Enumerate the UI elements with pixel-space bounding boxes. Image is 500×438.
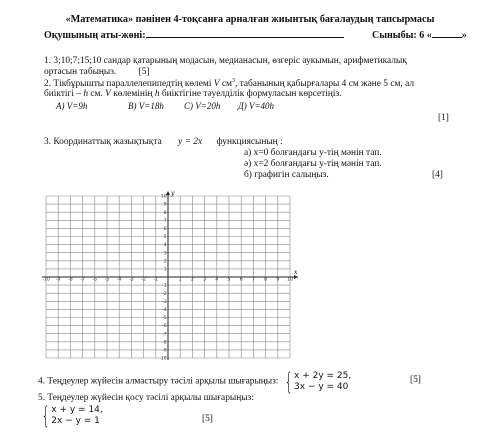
q4-eq1: x + 2y = 25, [294,371,352,381]
y-tick-label: 5 [163,235,167,241]
q1-line2 [44,67,150,78]
x-tick-label: -8 [68,277,73,283]
q3-function: y = 2x [178,137,203,147]
x-tick-label: 2 [190,277,194,283]
q2-text-c: биіктігі – [44,89,84,99]
q2-option-c[interactable]: С) V=20h [184,101,221,111]
student-name-line [44,29,344,42]
y-tick-label: 9 [163,202,167,208]
y-tick-label: 3 [163,251,167,257]
y-tick-label: -5 [162,316,167,322]
q3-intro-text: 3. Координаттық жазықтықта [44,137,162,147]
y-tick-label: -9 [162,348,167,354]
q3-part-b: ә) x=2 болғандағы y-тің мәнін тап. [244,159,382,169]
y-tick-label: -7 [162,332,167,338]
y-tick-label: 4 [163,243,167,249]
x-tick-label: -3 [129,277,134,283]
y-tick-label: 7 [163,218,167,224]
y-tick-label: 2 [163,259,167,265]
q2-text-e: көлемінің [110,89,155,99]
q2-option-d[interactable]: Д) V=40h [238,101,275,111]
q4-text: 4. Теңдеулер жүйесін алмастыру тәсілі арқылы шығарыңыз: [38,376,279,387]
class-label: Сыныбы: 6 « [372,30,432,41]
y-axis-arrow [166,191,170,195]
x-tick-label: 5 [227,277,231,283]
q2-option-b[interactable]: В) V=18h [128,101,164,111]
q2-sup: 3 [231,78,235,84]
y-tick-label: -6 [162,324,167,330]
q5-text: 5. Теңдеулер жүйесін қосу тәсілі арқылы шығарыңыз: [38,393,254,403]
q4-brace: { [284,368,293,396]
class-blank[interactable] [432,29,462,38]
q2-text-b: , табанының қабырғалары 4 см және 5 см, ал [234,79,415,90]
q2-var-h: h [83,89,89,99]
grid-axes [42,191,298,360]
q2-option-a[interactable]: А) V=9h [56,101,88,111]
q4-line [38,370,351,394]
q1-line2-text: ортасын табыңыз. [44,67,117,77]
q3-part-c: б) графигін салыңыз. [244,170,329,180]
student-name-blank[interactable] [146,29,344,38]
x-tick-label: 8 [264,277,268,283]
q5-system [38,404,103,428]
x-tick-label: 10 [287,277,293,283]
class-close: » [461,30,467,41]
x-axis-label: x [294,269,298,276]
q4-eq2: 3x − y = 40 [294,382,349,392]
student-name-label: Оқушының аты-жөні: [44,30,146,41]
q4-score: [5] [410,375,421,385]
y-tick-label: 6 [163,227,167,232]
x-tick-label: -1 [153,277,159,283]
x-tick-label: 1 [178,277,182,283]
coordinate-grid[interactable] [38,190,300,368]
y-tick-label: 8 [163,210,167,216]
x-tick-label: 3 [203,277,207,283]
x-tick-label: 9 [276,277,280,283]
x-tick-label: -6 [92,277,98,283]
q1-line1: 1. 3;10;7;15;10 сандар қатарының модасын, медианасын, өзгеріс аукымын, арифметикалық [44,56,407,66]
q3-intro-text2: функциясының : [216,137,283,147]
page-title: «Математика» пәнінен 4-тоқсанға арналған жиынтық бағалаудың тапсырмасы [65,14,435,25]
x-tick-label: -10 [42,277,50,283]
x-tick-label: -4 [116,277,122,283]
q2-text-f: биіктігіне тәуелділік формуласын көрсетіңіз. [159,89,342,99]
q2-score: [1] [438,113,449,123]
q2-var-v2: V [105,89,111,99]
q3-part-a: а) x=0 болғандағы y-тің мәнін тап. [244,148,382,158]
q2-text-d: см. [88,89,106,99]
x-tick-label: 6 [239,277,243,283]
y-tick-label: 1 [163,267,167,273]
q3-score: [4] [432,170,443,180]
q5-eq1: x + y = 14, [51,405,103,415]
q5-brace: { [41,402,50,430]
q5-eq2: 2x − y = 1 [51,416,100,426]
x-tick-label: 7 [251,277,255,283]
y-tick-label: -4 [162,308,167,313]
y-tick-label: -3 [162,299,167,305]
q2-unit: см [219,79,232,90]
y-tick-label: -1 [162,283,167,289]
y-tick-label: -10 [159,356,167,362]
x-tick-label: -7 [80,277,85,283]
x-tick-label: -2 [141,277,146,283]
class-line [372,29,467,42]
y-axis-label: y [171,190,175,197]
q2-text-a: 2. Тікбұрышты параллелепипедтің көлемі [44,79,214,90]
q3-intro [44,137,283,148]
x-tick-label: -9 [55,277,61,283]
x-tick-label: -5 [104,277,110,283]
y-tick-label: 10 [160,194,167,200]
q2-var-h2: h [154,89,160,99]
q1-score: [5] [138,67,150,77]
y-tick-label: -2 [162,291,167,297]
y-tick-label: -8 [162,340,167,346]
x-tick-label: 4 [215,277,219,283]
q4-system [281,370,352,394]
q2-line2 [44,89,342,100]
q2-var-v: V [213,79,220,90]
q5-score: [5] [202,414,213,424]
